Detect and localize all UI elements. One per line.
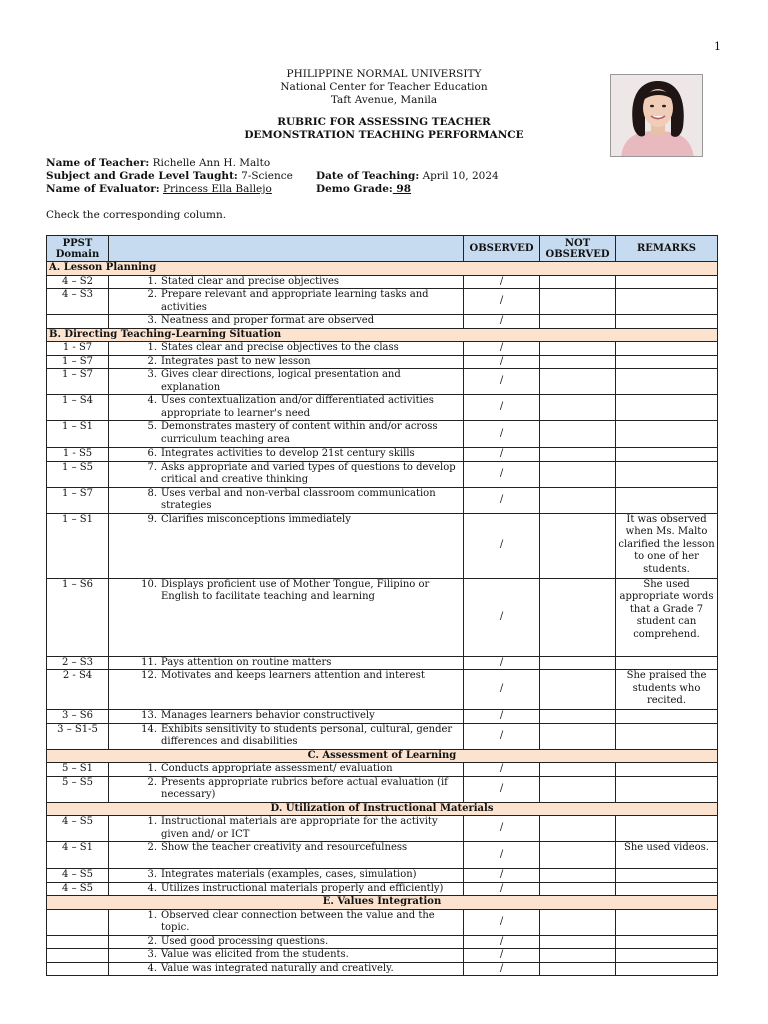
not-observed-cell: [540, 421, 616, 448]
not-observed-cell: [540, 723, 616, 749]
section-title: B. Directing Teaching-Learning Situation: [47, 328, 718, 342]
criterion-cell: [109, 776, 464, 802]
remarks-cell: [616, 369, 718, 395]
observed-cell: /: [464, 275, 540, 289]
remarks-cell: [616, 342, 718, 356]
ppst-domain-cell: 4 – S5: [47, 882, 109, 896]
table-row: [47, 421, 718, 448]
criterion-number: 3.: [147, 369, 157, 380]
ppst-domain-cell: 1 – S5: [47, 461, 109, 487]
remarks-cell: [616, 448, 718, 462]
not-observed-cell: [540, 670, 616, 710]
remarks-cell: [616, 395, 718, 421]
remarks-cell: [616, 882, 718, 896]
table-row: [47, 962, 718, 976]
table-row: [47, 275, 718, 289]
ppst-domain-cell: [47, 935, 109, 949]
criterion-cell: [109, 289, 464, 315]
table-row: [47, 395, 718, 421]
criterion-number: 4.: [147, 395, 157, 406]
ppst-domain-cell: 3 – S1-5: [47, 723, 109, 749]
criterion-number: 14.: [141, 723, 157, 735]
ppst-domain-cell: [47, 909, 109, 935]
university-address: Taft Avenue, Manila: [330, 94, 438, 106]
table-row: [47, 935, 718, 949]
criterion-cell: [109, 342, 464, 356]
table-row: [47, 776, 718, 802]
ppst-domain-cell: 1 – S7: [47, 487, 109, 513]
criterion-text: Clarifies misconceptions immediately: [161, 513, 351, 525]
observed-cell: /: [464, 710, 540, 724]
ppst-domain-cell: 1 - S5: [47, 448, 109, 462]
table-row: [47, 461, 718, 487]
remarks-cell: [616, 487, 718, 513]
not-observed-cell: [540, 578, 616, 656]
table-row: [47, 816, 718, 842]
criterion-text: Show the teacher creativity and resourcefulness: [161, 842, 408, 853]
observed-cell: /: [464, 882, 540, 896]
table-row: [47, 909, 718, 935]
criterion-text: Instructional materials are appropriate for the activity given and/ or ICT: [161, 816, 438, 840]
criterion-number: 9.: [147, 513, 157, 525]
criterion-number: 3.: [147, 315, 157, 326]
criterion-cell: [109, 578, 464, 656]
criterion-text: Gives clear directions, logical presentation and explanation: [161, 369, 401, 393]
observed-cell: /: [464, 315, 540, 329]
criterion-number: 2.: [147, 935, 157, 947]
ppst-domain-cell: 1 - S7: [47, 342, 109, 356]
remarks-cell: [616, 275, 718, 289]
observed-cell: /: [464, 949, 540, 963]
remarks-cell: [616, 935, 718, 949]
observed-cell: /: [464, 461, 540, 487]
not-observed-cell: [540, 656, 616, 670]
header-ppst-domain: PPST Domain: [47, 236, 109, 262]
criterion-number: 13.: [141, 710, 157, 721]
criterion-text: Manages learners behavior constructively: [161, 710, 375, 721]
remarks-cell: [616, 909, 718, 935]
teacher-label: Name of Teacher:: [46, 157, 150, 169]
ppst-domain-cell: 4 – S2: [47, 275, 109, 289]
observed-cell: /: [464, 962, 540, 976]
section-title: A. Lesson Planning: [47, 262, 718, 276]
ppst-domain-cell: [47, 949, 109, 963]
remarks-cell: [616, 710, 718, 724]
table-row: [47, 882, 718, 896]
ppst-domain-cell: 4 – S5: [47, 816, 109, 842]
criterion-number: 1.: [147, 342, 157, 353]
evaluator-value: Princess Ella Ballejo: [162, 183, 272, 195]
not-observed-cell: [540, 369, 616, 395]
table-row: [47, 342, 718, 356]
observed-cell: /: [464, 816, 540, 842]
criterion-cell: [109, 448, 464, 462]
ppst-domain-cell: [47, 315, 109, 329]
ppst-domain-cell: 3 – S6: [47, 710, 109, 724]
criterion-cell: [109, 869, 464, 883]
rubric-title-line2: DEMONSTRATION TEACHING PERFORMANCE: [244, 129, 524, 141]
criterion-number: 5.: [147, 421, 157, 432]
remarks-cell: She used appropriate words that a Grade 7 student can comprehend.: [616, 578, 718, 656]
criterion-cell: [109, 670, 464, 710]
header-remarks: REMARKS: [616, 236, 718, 262]
observed-cell: /: [464, 723, 540, 749]
not-observed-cell: [540, 842, 616, 869]
table-row: [47, 448, 718, 462]
not-observed-cell: [540, 763, 616, 777]
criterion-cell: [109, 487, 464, 513]
criterion-text: Asks appropriate and varied types of questions to develop critical and creative thinking: [161, 461, 456, 485]
remarks-cell: She praised the students who recited.: [616, 670, 718, 710]
criterion-text: Motivates and keeps learners attention and interest: [161, 670, 425, 681]
ppst-domain-cell: 4 – S1: [47, 842, 109, 869]
criterion-cell: [109, 962, 464, 976]
table-row: [47, 315, 718, 329]
criterion-text: Pays attention on routine matters: [161, 656, 332, 668]
criterion-number: 2.: [147, 355, 157, 367]
table-row: [47, 289, 718, 315]
not-observed-cell: [540, 487, 616, 513]
not-observed-cell: [540, 949, 616, 963]
observed-cell: /: [464, 842, 540, 869]
remarks-cell: [616, 289, 718, 315]
observed-cell: /: [464, 421, 540, 448]
page-number: 1: [714, 40, 721, 53]
evaluator-row: [46, 183, 606, 196]
observed-cell: /: [464, 513, 540, 578]
criterion-number: 3.: [147, 949, 157, 960]
table-row: [47, 670, 718, 710]
criterion-number: 2.: [147, 289, 157, 300]
criterion-text: Integrates past to new lesson: [161, 355, 311, 367]
criterion-text: Value was integrated naturally and creatively.: [161, 962, 394, 974]
remarks-cell: [616, 763, 718, 777]
teacher-value: Richelle Ann H. Malto: [149, 157, 271, 169]
table-row: [47, 949, 718, 963]
table-row: [47, 513, 718, 578]
ppst-domain-cell: 1 – S6: [47, 578, 109, 656]
criterion-number: 4.: [147, 882, 157, 894]
grade-value: 98: [392, 183, 412, 195]
observed-cell: /: [464, 909, 540, 935]
grade-label: Demo Grade:: [316, 183, 393, 195]
criterion-number: 10.: [141, 578, 157, 590]
not-observed-cell: [540, 513, 616, 578]
section-title: C. Assessment of Learning: [47, 749, 718, 763]
table-row: [47, 723, 718, 749]
rubric-table: [46, 235, 718, 976]
criterion-cell: [109, 656, 464, 670]
ppst-domain-cell: 1 – S1: [47, 513, 109, 578]
university-name: PHILIPPINE NORMAL UNIVERSITY: [286, 68, 482, 80]
criterion-text: Exhibits sensitivity to students personal, cultural, gender differences and disabilities: [161, 723, 453, 747]
section-row: [47, 896, 718, 910]
criterion-text: Uses contextualization and/or differentiated activities appropriate to learner's need: [161, 395, 434, 419]
criterion-text: Uses verbal and non-verbal classroom communication strategies: [161, 487, 436, 511]
criterion-number: 12.: [141, 670, 157, 681]
table-row: [47, 487, 718, 513]
criterion-number: 4.: [147, 962, 157, 974]
observed-cell: /: [464, 935, 540, 949]
criterion-text: Integrates activities to develop 21st century skills: [161, 448, 415, 459]
criterion-cell: [109, 949, 464, 963]
ppst-domain-cell: 1 – S7: [47, 355, 109, 369]
remarks-cell: [616, 723, 718, 749]
criterion-cell: [109, 369, 464, 395]
criterion-number: 8.: [147, 487, 157, 499]
criterion-number: 6.: [147, 448, 157, 459]
observed-cell: /: [464, 355, 540, 369]
criterion-text: Neatness and proper format are observed: [161, 315, 375, 326]
header-observed: OBSERVED: [464, 236, 540, 262]
remarks-cell: [616, 869, 718, 883]
not-observed-cell: [540, 710, 616, 724]
criterion-text: Conducts appropriate assessment/ evaluation: [161, 763, 393, 774]
remarks-cell: [616, 315, 718, 329]
table-row: [47, 355, 718, 369]
remarks-cell: [616, 656, 718, 670]
remarks-cell: [616, 355, 718, 369]
observed-cell: /: [464, 342, 540, 356]
remarks-cell: [616, 461, 718, 487]
observed-cell: /: [464, 448, 540, 462]
table-row: [47, 369, 718, 395]
not-observed-cell: [540, 461, 616, 487]
criterion-text: Value was elicited from the students.: [161, 949, 349, 960]
ppst-domain-cell: 2 – S3: [47, 656, 109, 670]
not-observed-cell: [540, 776, 616, 802]
subject-value: 7-Science: [237, 170, 293, 182]
section-row: [47, 749, 718, 763]
criterion-cell: [109, 421, 464, 448]
not-observed-cell: [540, 909, 616, 935]
criterion-text: States clear and precise objectives to the class: [161, 342, 399, 353]
criterion-number: 2.: [147, 776, 157, 788]
not-observed-cell: [540, 869, 616, 883]
not-observed-cell: [540, 448, 616, 462]
criterion-cell: [109, 513, 464, 578]
subject-label: Subject and Grade Level Taught:: [46, 170, 238, 182]
remarks-cell: She used videos.: [616, 842, 718, 869]
evaluator-label: Name of Evaluator:: [46, 183, 160, 195]
section-row: [47, 262, 718, 276]
not-observed-cell: [540, 342, 616, 356]
table-row: [47, 578, 718, 656]
observed-cell: /: [464, 670, 540, 710]
ppst-domain-cell: 4 – S3: [47, 289, 109, 315]
observed-cell: /: [464, 289, 540, 315]
not-observed-cell: [540, 962, 616, 976]
header-criteria: [109, 236, 464, 262]
criterion-number: 1.: [147, 763, 157, 774]
not-observed-cell: [540, 355, 616, 369]
criterion-text: Integrates materials (examples, cases, simulation): [161, 869, 417, 880]
observed-cell: /: [464, 578, 540, 656]
table-row: [47, 763, 718, 777]
criterion-cell: [109, 935, 464, 949]
remarks-cell: [616, 816, 718, 842]
teacher-photo: [610, 74, 703, 157]
criterion-text: Stated clear and precise objectives: [161, 275, 340, 287]
remarks-cell: [616, 776, 718, 802]
criterion-number: 1.: [147, 909, 157, 921]
observed-cell: /: [464, 763, 540, 777]
criterion-text: Demonstrates mastery of content within and/or across curriculum teaching area: [161, 421, 438, 445]
criterion-number: 3.: [147, 869, 157, 880]
remarks-cell: [616, 421, 718, 448]
not-observed-cell: [540, 395, 616, 421]
rubric-body: [47, 262, 718, 976]
table-row: [47, 842, 718, 869]
not-observed-cell: [540, 315, 616, 329]
criterion-cell: [109, 315, 464, 329]
observed-cell: /: [464, 487, 540, 513]
observed-cell: /: [464, 395, 540, 421]
section-title: D. Utilization of Instructional Materials: [47, 802, 718, 816]
criterion-number: 1.: [147, 816, 157, 827]
section-row: [47, 802, 718, 816]
criterion-text: Displays proficient use of Mother Tongue, Filipino or English to facilitate teaching and learning: [161, 578, 430, 602]
ppst-domain-cell: 5 – S1: [47, 763, 109, 777]
ppst-domain-cell: 4 – S5: [47, 869, 109, 883]
criterion-text: Utilizes instructional materials properly and efficiently): [161, 882, 444, 894]
criterion-text: Used good processing questions.: [161, 935, 329, 947]
not-observed-cell: [540, 935, 616, 949]
remarks-cell: [616, 949, 718, 963]
criterion-cell: [109, 355, 464, 369]
date-label: Date of Teaching:: [316, 170, 420, 182]
not-observed-cell: [540, 275, 616, 289]
subject-row: [46, 170, 606, 183]
date-value: April 10, 2024: [419, 170, 499, 182]
criterion-cell: [109, 395, 464, 421]
ppst-domain-cell: 1 – S7: [47, 369, 109, 395]
criterion-text: Observed clear connection between the value and the topic.: [161, 909, 435, 933]
remarks-cell: [616, 962, 718, 976]
rubric-title-line1: RUBRIC FOR ASSESSING TEACHER: [277, 116, 491, 128]
criterion-cell: [109, 710, 464, 724]
observed-cell: /: [464, 869, 540, 883]
ppst-domain-cell: [47, 962, 109, 976]
criterion-cell: [109, 909, 464, 935]
teacher-portrait-icon: [611, 75, 703, 157]
table-row: [47, 869, 718, 883]
observed-cell: /: [464, 369, 540, 395]
not-observed-cell: [540, 816, 616, 842]
ppst-domain-cell: 1 – S1: [47, 421, 109, 448]
not-observed-cell: [540, 289, 616, 315]
table-header-row: [47, 236, 718, 262]
header-not-observed: NOT OBSERVED: [540, 236, 616, 262]
ppst-domain-cell: 1 – S4: [47, 395, 109, 421]
table-row: [47, 656, 718, 670]
criterion-cell: [109, 763, 464, 777]
criterion-number: 11.: [141, 656, 157, 668]
criterion-cell: [109, 882, 464, 896]
criterion-cell: [109, 275, 464, 289]
instruction-text: Check the corresponding column.: [46, 209, 227, 221]
criterion-number: 2.: [147, 842, 157, 853]
criterion-number: 7.: [147, 461, 157, 473]
ppst-domain-cell: 5 – S5: [47, 776, 109, 802]
center-name: National Center for Teacher Education: [280, 81, 488, 93]
section-row: [47, 328, 718, 342]
criterion-text: Prepare relevant and appropriate learning tasks and activities: [161, 289, 429, 313]
observed-cell: /: [464, 656, 540, 670]
remarks-cell: It was observed when Ms. Malto clarified the lesson to one of her students.: [616, 513, 718, 578]
criterion-text: Presents appropriate rubrics before actual evaluation (if necessary): [161, 776, 448, 800]
criterion-cell: [109, 816, 464, 842]
not-observed-cell: [540, 882, 616, 896]
criterion-cell: [109, 461, 464, 487]
teacher-row: [46, 157, 606, 170]
table-row: [47, 710, 718, 724]
criterion-number: 1.: [147, 275, 157, 287]
criterion-cell: [109, 842, 464, 869]
criterion-cell: [109, 723, 464, 749]
section-title: E. Values Integration: [47, 896, 718, 910]
observed-cell: /: [464, 776, 540, 802]
ppst-domain-cell: 2 - S4: [47, 670, 109, 710]
